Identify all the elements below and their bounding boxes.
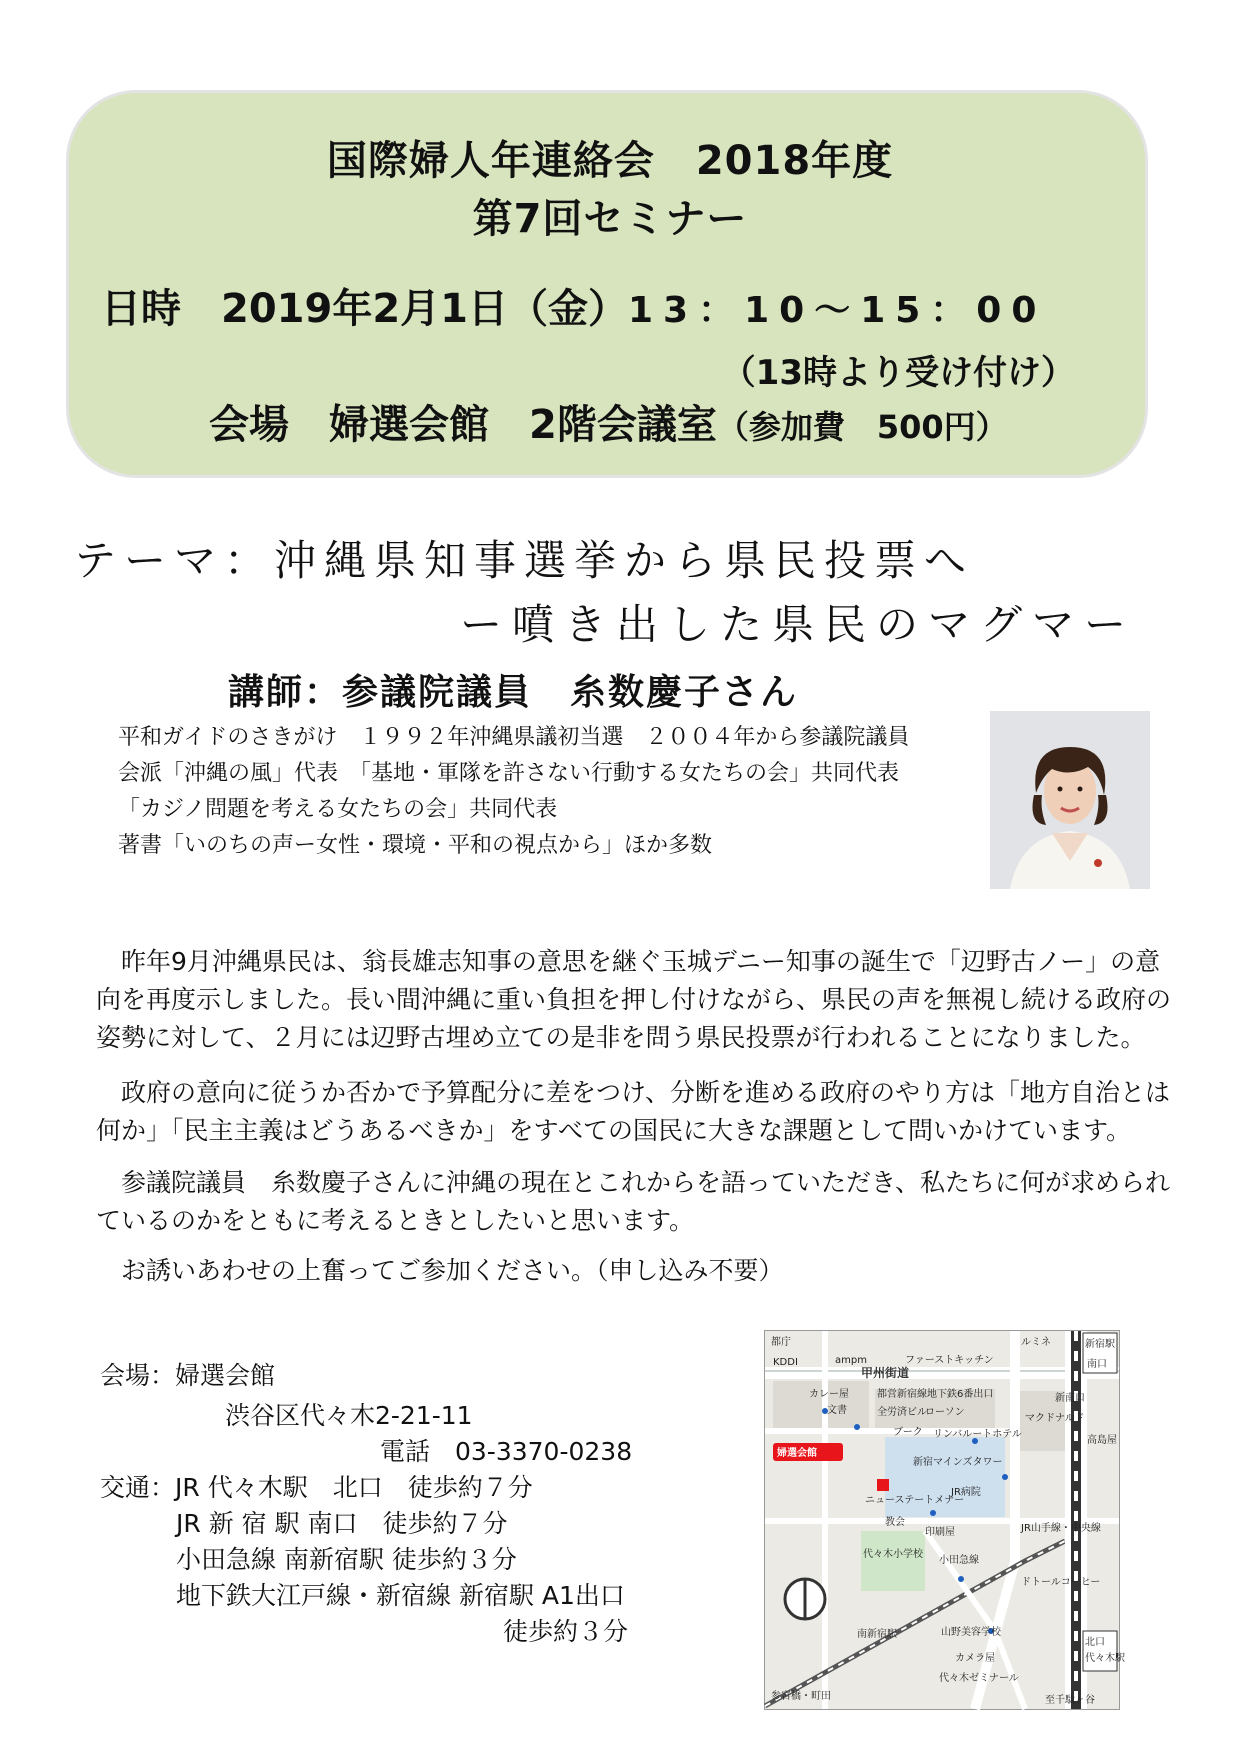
map-label: カメラ屋 <box>955 1653 995 1664</box>
map-label: 甲州街道 <box>861 1366 910 1380</box>
time-range: 13：10〜15：00 <box>628 290 1047 331</box>
map-label: ブーク <box>893 1427 923 1438</box>
bio-line: 著書「いのちの声ー女性・環境・平和の視点から」ほか多数 <box>118 833 713 858</box>
map-label: 代々木小学校 <box>863 1549 923 1560</box>
header-organizer-title: 国際婦人年連絡会 2018年度 <box>326 138 894 184</box>
header-date <box>101 277 1046 334</box>
theme-subtitle: ー噴き出した県民のマグマー <box>460 600 1137 649</box>
venue-map <box>764 1330 1125 1710</box>
portrait-photo-icon <box>990 711 1150 889</box>
map-label: カレー屋 <box>809 1389 849 1400</box>
bio-line: 「カジノ問題を考える女たちの会」共同代表 <box>118 797 558 822</box>
transport-line: 小田急線 南新宿駅 徒歩約３分 <box>176 1545 517 1574</box>
transport-line: 徒歩約３分 <box>503 1617 629 1646</box>
map-label: 都営新宿線地下鉄6番出口 <box>877 1389 994 1400</box>
header-seminar-title: 第7回セミナー <box>472 196 748 242</box>
date-label: 日時 2019年2月1日（金） <box>101 286 628 332</box>
map-label: 参宮橋・町田 <box>771 1691 831 1702</box>
map-label: JR病院 <box>951 1487 981 1498</box>
map-label: 山野美容学校 <box>941 1627 1001 1638</box>
lecturer-name: 講師：参議院議員 糸数慶子さん <box>228 672 799 713</box>
map-label: 全労済ビル <box>877 1407 927 1418</box>
map-label: 代々木ゼミナール <box>939 1673 1019 1684</box>
map-label: 代々木駅 <box>1085 1653 1125 1664</box>
map-label: 教会 <box>885 1517 905 1528</box>
access-address: 渋谷区代々木2-21-11 <box>225 1401 473 1430</box>
bio-line: 平和ガイドのさきがけ １９９２年沖縄県議初当選 ２００４年から参議院議員 <box>118 725 910 750</box>
event-header-box <box>66 90 1148 478</box>
map-label: 文書 <box>827 1405 847 1416</box>
map-label: ルミネ <box>1021 1337 1051 1348</box>
body-paragraph: 政府の意向に従うか否かで予算配分に差をつけ、分断を進める政府のやり方は「地方自治とは何か」「民主主義はどうあるべきか」をすべての国民に大きな課題として問いかけています。 <box>96 1078 1171 1145</box>
map-label: KDDI <box>773 1357 798 1368</box>
map-label: 小田急線 <box>939 1555 979 1566</box>
transport-line: 交通：JR 代々木駅 北口 徒歩約７分 <box>100 1473 533 1502</box>
map-label: 北口 <box>1085 1637 1105 1648</box>
reception-note: （13時より受け付け） <box>721 353 1075 393</box>
map-label: ニューステートメナー <box>865 1495 965 1506</box>
bio-line: 会派「沖縄の風」代表 「基地・軍隊を許さない行動する女たちの会」共同代表 <box>118 761 900 786</box>
transport-line: JR 新 宿 駅 南口 徒歩約７分 <box>176 1509 508 1538</box>
map-label: JR山手線・中央線 <box>1021 1523 1101 1534</box>
body-paragraph: 参議院議員 糸数慶子さんに沖縄の現在とこれからを語っていただき、私たちに何が求められているのかをともに考えるときとしたいと思います。 <box>96 1168 1171 1235</box>
map-label: 至千駄ヶ谷 <box>1045 1695 1095 1706</box>
access-phone: 電話 03-3370-0238 <box>380 1437 633 1466</box>
fee-note: （参加費 500円） <box>716 408 1008 446</box>
map-label: 印刷屋 <box>925 1527 955 1538</box>
map-label: リンバルートホテル <box>933 1429 1022 1440</box>
map-label: 新宿駅 <box>1085 1339 1115 1350</box>
map-label: 都庁 <box>771 1337 791 1348</box>
venue-map-graphic <box>765 1331 1125 1709</box>
header-venue <box>209 393 1008 450</box>
map-label: ドトールコーヒー <box>1021 1577 1101 1588</box>
lecturer-photo <box>990 711 1150 889</box>
map-label: 新宿マインズタワー <box>913 1457 1003 1468</box>
body-paragraph: 昨年9月沖縄県民は、翁長雄志知事の意思を継ぐ玉城デニー知事の誕生で「辺野古ノー」の意向を再度示しました。長い間沖縄に重い負担を押し付けながら、県民の声を無視し続ける政府の姿勢に対して、２月には辺野古埋め立ての是非を問う県民投票が行われることになりました。 <box>96 947 1172 1052</box>
map-label: 婦選会館 <box>777 1448 817 1459</box>
map-label: マクドナルド <box>1025 1413 1085 1424</box>
map-label: ampm <box>835 1355 867 1366</box>
map-label: 南口 <box>1087 1359 1107 1370</box>
map-label: 新南口 <box>1055 1393 1085 1404</box>
transport-line: 地下鉄大江戸線・新宿線 新宿駅 A1出口 <box>176 1581 625 1610</box>
access-venue: 会場：婦選会館 <box>100 1361 276 1390</box>
theme-title: テーマ：沖縄県知事選挙から県民投票へ <box>74 536 975 585</box>
map-label: 高島屋 <box>1087 1435 1117 1446</box>
map-label: 南新宿駅 <box>857 1629 897 1640</box>
venue-label: 会場 婦選会館 2階会議室 <box>209 402 717 448</box>
body-paragraph: お誘いあわせの上奮ってご参加ください。（申し込み不要） <box>96 1256 784 1285</box>
map-label: ローソン <box>925 1407 965 1418</box>
map-label: ファーストキッチン <box>905 1355 994 1366</box>
